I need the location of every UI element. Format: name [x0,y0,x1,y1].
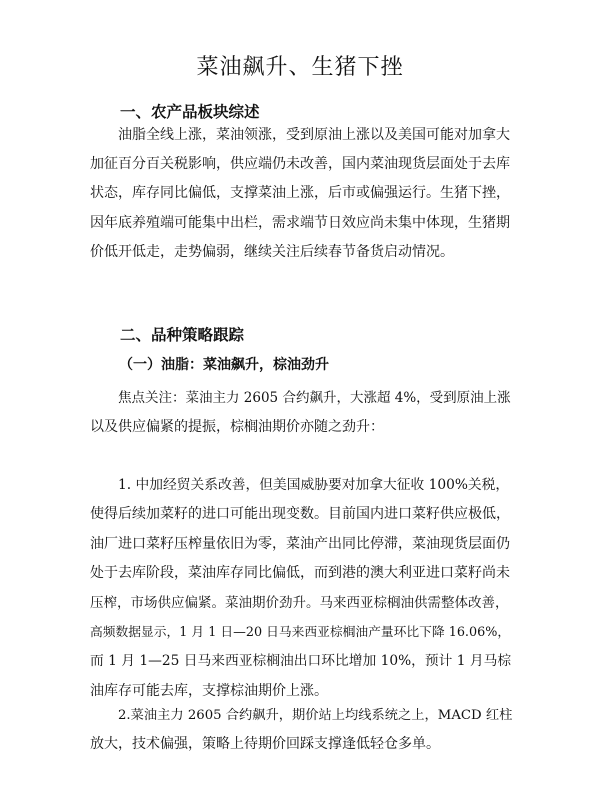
subsection-heading-oils: （一）油脂：菜油飙升，棕油劲升 [119,357,329,373]
paragraph-line: 油库存可能去库，支撑棕油期价上涨。 [90,682,328,699]
focus-paragraph [90,384,514,443]
paragraph-line: 放大，技术偏强，策略上待期价回踩支撑逢低轻仓多单。 [90,736,440,753]
paragraph-line: 处于去库阶段，菜油库存同比偏低，而到港的澳大利亚进口菜籽尚未 [90,565,510,582]
item-2-paragraph [90,701,514,760]
paragraph-line: 价低开低走，走势偏弱，继续关注后续春节备货启动情况。 [90,243,454,260]
paragraph-line: 2.菜油主力 2605 合约飙升，期价站上均线系统之上，MACD 红柱 [118,708,513,723]
section-heading-overview: 一、农产品板块综述 [120,103,260,121]
paragraph-line: 状态，库存同比偏低，支撑菜油上涨，后市或偏强运行。生猪下挫， [90,185,510,202]
paragraph-line: 而 1 月 1—25 日马来西亚棕榈油出口环比增加 10%，预计 1 月马棕 [90,653,512,670]
item-1-paragraph [90,471,514,706]
overview-paragraph [90,121,514,267]
paragraph-line: 加征百分百关税影响，供应端仍未改善，国内菜油现货层面处于去库 [90,156,510,173]
section-heading-strategy: 二、品种策略跟踪 [120,326,245,344]
paragraph-line: 油厂进口菜籽压榨量依旧为零，菜油产出同比停滞，菜油现货层面仍 [90,535,510,552]
document-title: 菜油飙升、生猪下挫 [196,55,404,80]
paragraph-line: 高频数据显示，1 月 1 日—20 日马来西亚棕榈油产量环比下降 16.06%， [90,625,511,641]
paragraph-line: 以及供应偏紧的提振，棕榈油期价亦随之劲升： [90,419,384,436]
paragraph-line: 使得后续加菜籽的进口可能出现变数。目前国内进口菜籽供应极低， [90,506,510,523]
paragraph-line: 1. 中加经贸关系改善，但美国威胁要对加拿大征收 100%关税， [118,477,510,493]
paragraph-line: 因年底养殖端可能集中出栏，需求端节日效应尚未集中体现，生猪期 [90,214,510,231]
paragraph-line: 焦点关注：菜油主力 2605 合约飙升，大涨超 4%，受到原油上涨 [118,390,511,406]
paragraph-line: 油脂全线上涨，菜油领涨，受到原油上涨以及美国可能对加拿大 [118,127,510,143]
paragraph-line: 压榨，市场供应偏紧。菜油期价劲升。马来西亚棕榈油供需整体改善， [90,594,509,611]
